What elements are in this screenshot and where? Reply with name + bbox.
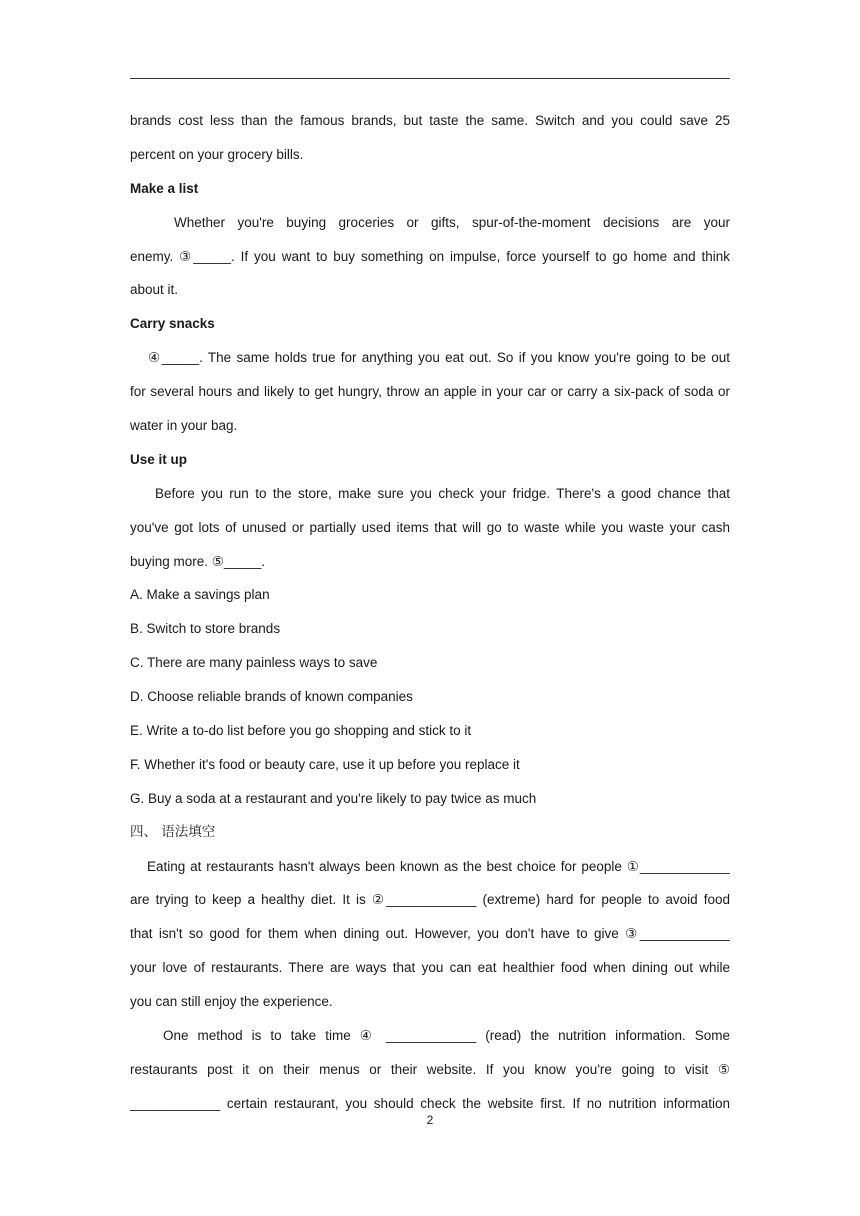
passage-line: you can still enjoy the experience. [130, 994, 333, 1010]
section-heading-make-a-list: Make a list [130, 180, 199, 196]
page-content [130, 104, 730, 1121]
option-d: D. Choose reliable brands of known companies [130, 689, 413, 705]
option-a: A. Make a savings plan [130, 587, 270, 603]
passage-line: One method is to take time ④ ____________ (read) the nutrition information. Some [163, 1028, 730, 1044]
section-title-grammar-fill: 四、 语法填空 [130, 823, 216, 840]
passage-line: enemy. ③_____. If you want to buy something on impulse, force yourself to go home and think [130, 248, 730, 264]
option-c: C. There are many painless ways to save [130, 655, 378, 671]
option-e: E. Write a to-do list before you go shopping and stick to it [130, 723, 472, 739]
option-f: F. Whether it's food or beauty care, use it up before you replace it [130, 756, 520, 772]
section-heading-use-it-up: Use it up [130, 451, 188, 467]
option-g: G. Buy a soda at a restaurant and you're likely to pay twice as much [130, 790, 537, 806]
passage-line: water in your bag. [130, 418, 238, 434]
passage-line: for several hours and likely to get hungry, throw an apple in your car or carry a six-pack of soda or [130, 384, 730, 400]
passage-line: your love of restaurants. There are ways that you can eat healthier food when dining out while [130, 960, 730, 976]
section-heading-carry-snacks: Carry snacks [130, 316, 215, 332]
passage-line: you've got lots of unused or partially used items that will go to waste while you waste your cash [130, 519, 730, 535]
passage-line: ④_____. The same holds true for anything you eat out. So if you know you're going to be out [148, 350, 730, 366]
page-number: 2 [426, 1113, 434, 1127]
passage-line: Eating at restaurants hasn't always been known as the best choice for people ①____________ [147, 858, 730, 874]
passage-line: percent on your grocery bills. [130, 146, 304, 162]
passage-line: are trying to keep a healthy diet. It is ②____________ (extreme) hard for people to avoid food [130, 892, 730, 908]
header-rule [130, 78, 730, 79]
passage-line: restaurants post it on their menus or their website. If you know you're going to visit ⑤ [130, 1061, 730, 1077]
passage-line: Before you run to the store, make sure you check your fridge. There's a good chance that [155, 485, 730, 501]
passage-line: brands cost less than the famous brands, but taste the same. Switch and you could save 25 [130, 113, 730, 128]
passage-line: that isn't so good for them when dining out. However, you don't have to give ③____________ [130, 926, 730, 942]
passage-line: about it. [130, 282, 179, 298]
passage-line: ____________ certain restaurant, you should check the website first. If no nutrition information [130, 1095, 730, 1111]
passage-line: Whether you're buying groceries or gifts, spur-of-the-moment decisions are your [174, 214, 730, 230]
option-b: B. Switch to store brands [130, 621, 281, 637]
passage-line: buying more. ⑤_____. [130, 553, 266, 569]
